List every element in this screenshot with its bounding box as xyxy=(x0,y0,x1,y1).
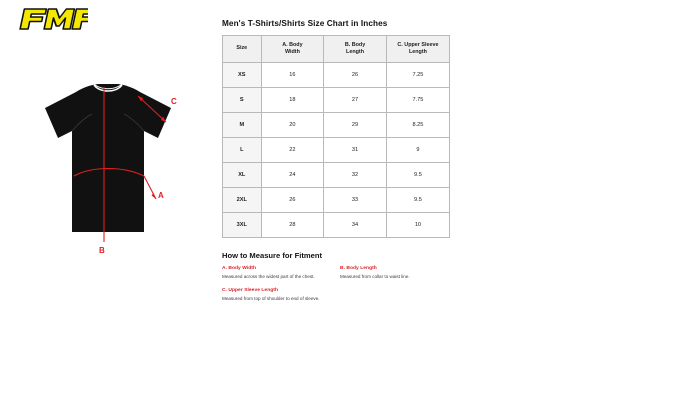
measure-label-a: A. Body Width xyxy=(222,266,257,271)
cell-body-width: 28 xyxy=(261,213,324,238)
cell-sleeve-length: 10 xyxy=(386,213,449,238)
cell-body-length: 34 xyxy=(324,213,387,238)
cell-body-length: 33 xyxy=(324,188,387,213)
cell-sleeve-length: 7.25 xyxy=(386,63,449,88)
measure-arrow-a xyxy=(152,193,157,199)
size-chart-table xyxy=(222,35,450,238)
measure-label-b: B. Body Length xyxy=(340,266,377,271)
cell-body-width: 24 xyxy=(261,163,324,188)
cell-body-width: 20 xyxy=(261,113,324,138)
size-chart-content xyxy=(222,19,682,311)
table-row xyxy=(223,138,450,163)
measure-item-body-width xyxy=(222,266,340,279)
measure-desc-b: Measured from collar to waist line. xyxy=(340,273,410,279)
cell-size: 3XL xyxy=(223,213,262,238)
shirt-diagram xyxy=(8,60,208,270)
fmf-logo xyxy=(14,6,88,32)
table-header-row xyxy=(223,36,450,63)
marker-label-a: A xyxy=(158,191,164,200)
cell-body-length: 27 xyxy=(324,88,387,113)
fmf-logo-icon xyxy=(14,6,88,32)
cell-body-width: 18 xyxy=(261,88,324,113)
cell-body-width: 22 xyxy=(261,138,324,163)
cell-sleeve-length: 9 xyxy=(386,138,449,163)
cell-size: M xyxy=(223,113,262,138)
cell-body-length: 26 xyxy=(324,63,387,88)
marker-label-c: C xyxy=(171,97,177,106)
measure-desc-a: Measured across the widest part of the chest. xyxy=(222,273,315,279)
table-row xyxy=(223,163,450,188)
how-to-measure-title: How to Measure for Fitment xyxy=(222,251,322,260)
cell-size: L xyxy=(223,138,262,163)
cell-body-length: 31 xyxy=(324,138,387,163)
cell-size: XL xyxy=(223,163,262,188)
measure-label-c: C. Upper Sleeve Length xyxy=(222,288,278,294)
cell-sleeve-length: 9.5 xyxy=(386,188,449,213)
column-header-size: Size xyxy=(223,36,262,63)
table-row xyxy=(223,188,450,213)
cell-sleeve-length: 8.25 xyxy=(386,113,449,138)
table-row xyxy=(223,63,450,88)
shirt-body xyxy=(45,84,171,232)
cell-size: 2XL xyxy=(223,188,262,213)
how-to-measure-section xyxy=(222,251,682,311)
column-header-body-length: B. Body Length xyxy=(324,36,387,63)
column-header-body-width: A. Body Width xyxy=(261,36,324,63)
measure-item-sleeve-length xyxy=(222,288,340,301)
cell-sleeve-length: 9.5 xyxy=(386,163,449,188)
cell-body-width: 26 xyxy=(261,188,324,213)
cell-body-length: 29 xyxy=(324,113,387,138)
table-row xyxy=(223,88,450,113)
cell-size: XS xyxy=(223,63,262,88)
measure-desc-c: Measured from top of shoulder to end of sleeve. xyxy=(222,295,320,301)
measure-item-body-length xyxy=(340,266,458,279)
cell-sleeve-length: 7.75 xyxy=(386,88,449,113)
cell-body-width: 16 xyxy=(261,63,324,88)
column-header-sleeve-length: C. Upper Sleeve Length xyxy=(386,36,449,63)
cell-size: S xyxy=(223,88,262,113)
page-title: Men's T-Shirts/Shirts Size Chart in Inches xyxy=(222,19,388,28)
table-row xyxy=(223,213,450,238)
marker-label-b: B xyxy=(99,246,105,255)
cell-body-length: 32 xyxy=(324,163,387,188)
table-row xyxy=(223,113,450,138)
